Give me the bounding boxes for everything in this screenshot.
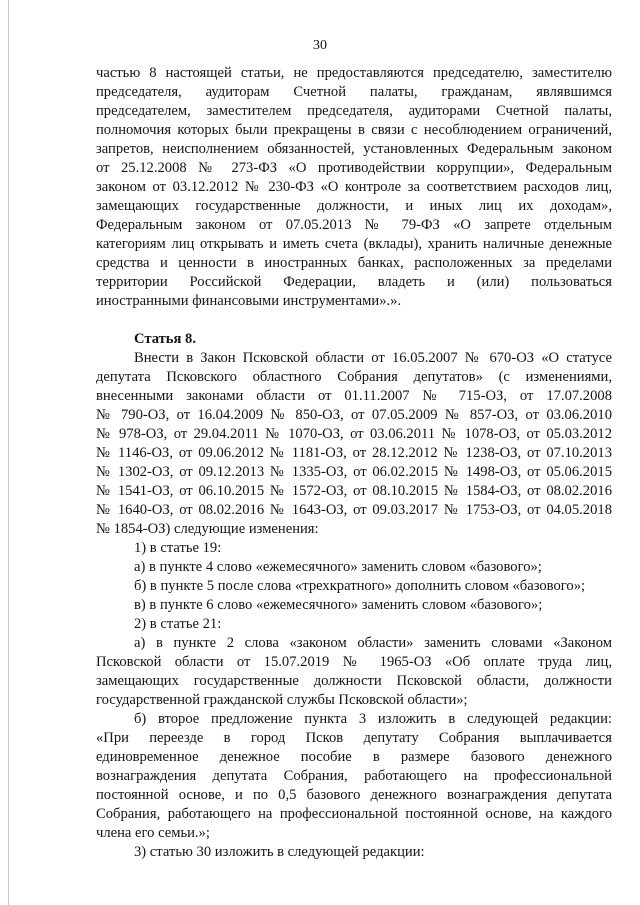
text-line: территории Российской Федерации, владеть и (или) пользоваться: [96, 274, 612, 290]
text-line: категориям лиц открывать и иметь счета (вклады), хранить наличные денежные: [96, 236, 612, 252]
list-item: 1) в статье 19:: [134, 540, 222, 556]
paragraph-spacer: [96, 311, 612, 330]
text-line: Псковской области от 15.07.2019 № 1965-ОЗ «Об оплате труда лиц,: [96, 654, 612, 670]
text-line: председателя, аудиторам Счетной палаты, гражданам, являвшимся: [96, 84, 612, 100]
article-heading: Статья 8.: [134, 331, 196, 347]
list-item: 2) в статье 21:: [134, 616, 222, 632]
text-line: полномочия которых были прекращены в связи с несоблюдением ограничений,: [96, 122, 612, 138]
text-line: вознаграждения депутата Собрания, работающего на профессиональной: [96, 768, 612, 784]
text-line: № 790-ОЗ, от 16.04.2009 № 850-ОЗ, от 07.05.2009 № 857-ОЗ, от 03.06.2010: [96, 407, 612, 423]
text-line: постоянной основе, и по 0,5 базового денежного вознаграждения депутата: [96, 787, 612, 803]
text-line: № 1146-ОЗ, от 09.06.2012 № 1181-ОЗ, от 28.12.2012 № 1238-ОЗ, от 07.10.2013: [96, 445, 612, 461]
text-line: № 1541-ОЗ, от 06.10.2015 № 1572-ОЗ, от 08.10.2015 № 1584-ОЗ, от 08.02.2016: [96, 483, 612, 499]
text-line: № 1640-ОЗ, от 08.02.2016 № 1643-ОЗ, от 09.03.2017 № 1753-ОЗ, от 04.05.2018: [96, 502, 612, 518]
text-line: № 1854-ОЗ) следующие изменения:: [96, 521, 319, 537]
text-line: № 978-ОЗ, от 29.04.2011 № 1070-ОЗ, от 03.06.2011 № 1078-ОЗ, от 05.03.2012: [96, 426, 612, 442]
scan-margin-line: [8, 0, 9, 905]
text-line: государственной гражданской службы Псковской области»;: [96, 692, 468, 708]
list-item: 3) статью 30 изложить в следующей редакции:: [134, 844, 425, 860]
text-line: депутата Псковского областного Собрания депутатов» (с изменениями,: [96, 369, 612, 385]
text-line: средства и ценности в иностранных банках, расположенных за пределами: [96, 255, 612, 271]
text-line: Федеральным законом от 07.05.2013 № 79-ФЗ «О запрете отдельным: [96, 217, 612, 233]
text-line: Собрания, работающего на профессиональной постоянной основе, на каждого: [96, 806, 612, 822]
text-line: «При переезде в город Псков депутату Собрания выплачивается: [96, 730, 612, 746]
text-line: запретов, неисполнением обязанностей, установленных Федеральным законом: [96, 141, 612, 157]
document-body: [96, 64, 612, 862]
text-line: единовременное денежное пособие в размере базового денежного: [96, 749, 612, 765]
text-line: № 1302-ОЗ, от 09.12.2013 № 1335-ОЗ, от 06.02.2015 № 1498-ОЗ, от 05.06.2015: [96, 464, 612, 480]
text-line: Внести в Закон Псковской области от 16.05.2007 № 670-ОЗ «О статусе: [134, 350, 612, 366]
text-line: замещающих государственные должности, и иных лиц их доходам»,: [96, 198, 612, 214]
text-line: частью 8 настоящей статьи, не предоставляются председателю, заместителю: [96, 65, 612, 81]
list-item: а) в пункте 4 слово «ежемесячного» заменить словом «базового»;: [134, 559, 542, 575]
text-line: от 25.12.2008 № 273-ФЗ «О противодействии коррупции», Федеральным: [96, 160, 612, 176]
text-line: члена его семьи.»;: [96, 825, 210, 841]
text-line: замещающих государственные должности Псковской области, должности: [96, 673, 612, 689]
text-line: законом от 03.12.2012 № 230-ФЗ «О контроле за соответствием расходов лиц,: [96, 179, 612, 195]
list-item: в) в пункте 6 слово «ежемесячного» заменить словом «базового»;: [134, 597, 543, 613]
text-line: а) в пункте 2 слова «законом области» заменить словами «Законом: [134, 635, 612, 651]
text-line: внесенными законами области от 01.11.2007 № 715-ОЗ, от 17.07.2008: [96, 388, 612, 404]
text-line: б) второе предложение пункта 3 изложить в следующей редакции:: [134, 711, 612, 727]
text-line: председателем, заместителем председателя, аудиторами Счетной палаты,: [96, 103, 612, 119]
list-item: б) в пункте 5 после слова «трехкратного» дополнить словом «базового»;: [134, 578, 586, 594]
text-line: иностранными финансовыми инструментами».».: [96, 293, 402, 309]
page-number: 30: [313, 38, 327, 53]
